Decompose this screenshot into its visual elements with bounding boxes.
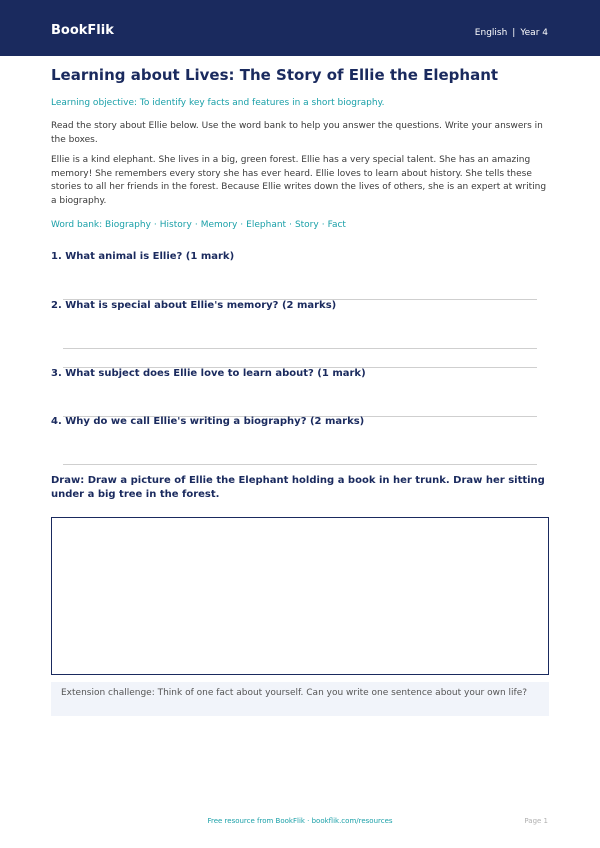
instructions-text: Read the story about Ellie below. Use the word bank to help you answer the questions. Write your answers in the boxes. bbox=[51, 121, 543, 145]
extension-challenge bbox=[51, 682, 549, 716]
word-bank-label: Word bank: bbox=[51, 220, 103, 230]
brand-logo[interactable]: BookFlik bbox=[51, 23, 114, 38]
meta-separator: | bbox=[512, 28, 516, 38]
word-bank-word: Fact bbox=[327, 220, 346, 230]
page-number: Page 1 bbox=[524, 817, 548, 825]
word-separator: · bbox=[289, 220, 292, 230]
subject-label: English bbox=[474, 28, 508, 38]
question-4: 4. Why do we call Ellie's writing a biography? (2 marks) bbox=[51, 416, 365, 427]
question-2: 2. What is special about Ellie's memory? (2 marks) bbox=[51, 300, 337, 311]
word-bank-word: History bbox=[159, 220, 192, 230]
draw-task: Draw: Draw a picture of Ellie the Elephant holding a book in her trunk. Draw her sitting under a big tree in the forest. bbox=[51, 475, 545, 500]
answer-line-4[interactable] bbox=[63, 464, 537, 465]
header-meta bbox=[475, 28, 548, 38]
learning-objective: Learning objective: To identify key facts and features in a short biography. bbox=[51, 98, 385, 108]
drawing-box[interactable] bbox=[51, 517, 549, 675]
word-separator: · bbox=[153, 220, 157, 230]
question-1: 1. What animal is Ellie? (1 mark) bbox=[51, 251, 235, 262]
word-bank-word: Biography bbox=[105, 220, 151, 230]
extension-text: Extension challenge: Think of one fact about yourself. Can you write one sentence about your own life? bbox=[61, 688, 528, 698]
year-label: Year 4 bbox=[520, 28, 548, 38]
story-text: Ellie is a kind elephant. She lives in a big, green forest. Ellie has a very special talent. She has an amazing memory! She remembers every story she has ever heard. Ellie loves to learn about history. She tells these stories to all her friends in the forest. Because Ellie writes down the lives of others, she is an expert at writing a biography. bbox=[51, 155, 547, 206]
answer-line-2a[interactable] bbox=[63, 348, 537, 349]
word-bank bbox=[51, 220, 346, 230]
header-bar bbox=[0, 0, 600, 56]
page-title: Learning about Lives: The Story of Ellie the Elephant bbox=[51, 66, 499, 84]
word-separator: · bbox=[321, 220, 325, 230]
word-bank-word: Elephant bbox=[246, 220, 287, 230]
question-3: 3. What subject does Ellie love to learn about? (1 mark) bbox=[51, 368, 366, 379]
word-separator: · bbox=[194, 220, 198, 230]
word-bank-word: Memory bbox=[200, 220, 238, 230]
word-separator: · bbox=[240, 220, 244, 230]
word-bank-word: Story bbox=[294, 220, 319, 230]
footer-text[interactable]: Free resource from BookFlik · bookflik.com/resources bbox=[207, 817, 393, 825]
